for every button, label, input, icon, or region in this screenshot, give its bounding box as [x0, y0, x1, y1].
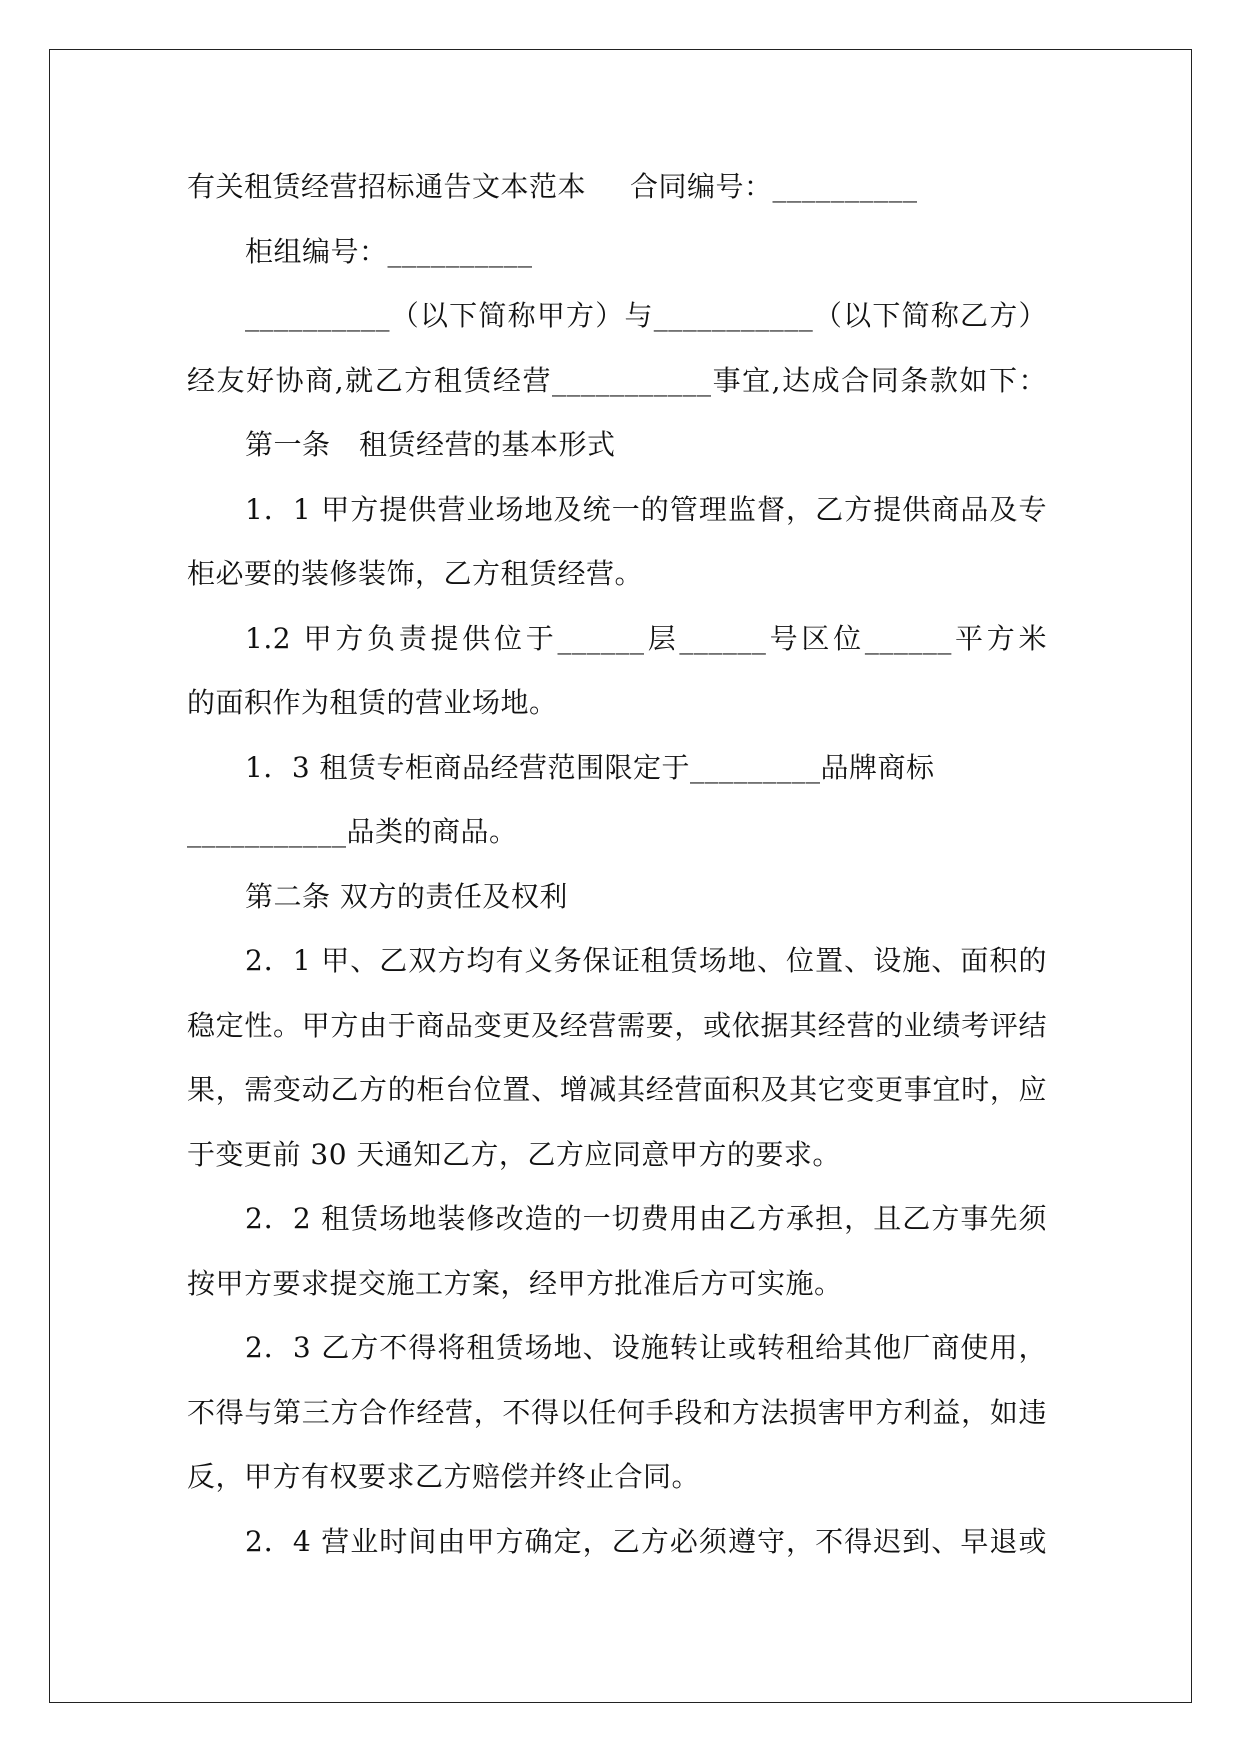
doc-line-7: 柜必要的装修装饰，乙方租赁经营。	[187, 557, 644, 590]
doc-line-19: 2．3 乙方不得将租赁场地、设施转让或转租给其他厂商使用，	[245, 1331, 1047, 1364]
doc-line-15: 果，需变动乙方的柜台位置、增减其经营面积及其它变更事宜时，应	[187, 1073, 1047, 1106]
doc-line-1	[187, 155, 1047, 220]
doc-line-10: 1．3 租赁专柜商品经营范围限定于_________品牌商标	[245, 750, 935, 784]
section-heading-2: 第二条 双方的责任及权利	[245, 879, 568, 913]
section-heading-1: 第一条 租赁经营的基本形式	[245, 428, 616, 461]
doc-line-22: 2．4 营业时间由甲方确定，乙方必须遵守，不得迟到、早退或	[245, 1524, 1047, 1558]
doc-line-2: 柜组编号：__________	[245, 234, 533, 268]
doc-line-9: 的面积作为租赁的营业场地。	[187, 686, 558, 719]
doc-line-6: 1．1 甲方提供营业场地及统一的管理监督，乙方提供商品及专	[245, 492, 1047, 526]
doc-line-16: 于变更前 30 天通知乙方，乙方应同意甲方的要求。	[187, 1137, 841, 1171]
document-title: 有关租赁经营招标通告文本范本	[187, 170, 587, 203]
doc-line-3: __________（以下简称甲方）与___________（以下简称乙方）	[245, 299, 1047, 332]
doc-line-14: 稳定性。甲方由于商品变更及经营需要，或依据其经营的业绩考评结	[187, 1008, 1047, 1042]
contract-number-field: 合同编号：__________	[630, 170, 918, 203]
document-body	[187, 155, 1047, 1574]
doc-line-11: ___________品类的商品。	[187, 815, 518, 848]
doc-line-20: 不得与第三方合作经营，不得以任何手段和方法损害甲方利益，如违	[187, 1395, 1047, 1429]
doc-line-21: 反，甲方有权要求乙方赔偿并终止合同。	[187, 1460, 701, 1493]
doc-line-4: 经友好协商,就乙方租赁经营___________事宜,达成合同条款如下：	[187, 363, 1047, 397]
doc-line-8: 1.2 甲方负责提供位于______层______号区位______平方米	[245, 621, 1047, 655]
doc-line-18: 按甲方要求提交施工方案，经甲方批准后方可实施。	[187, 1266, 843, 1300]
doc-line-17: 2．2 租赁场地装修改造的一切费用由乙方承担，且乙方事先须	[245, 1202, 1047, 1235]
doc-line-13: 2．1 甲、乙双方均有义务保证租赁场地、位置、设施、面积的	[245, 944, 1047, 977]
